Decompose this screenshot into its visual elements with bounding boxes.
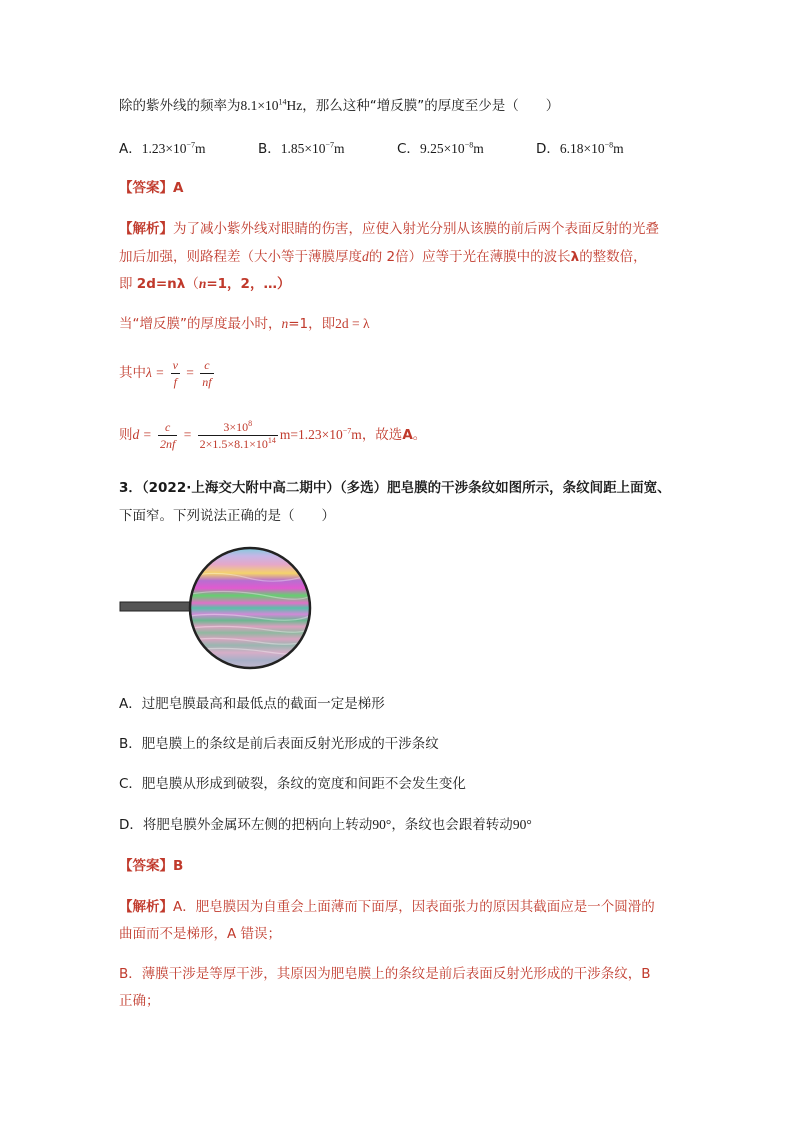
q3-option-d: D．将肥皂膜外金属环左侧的把柄向上转动90°，条纹也会跟着转动90° — [119, 817, 532, 833]
question-3-line-2: 下面窄。下列说法正确的是（ ） — [119, 508, 335, 524]
analysis-line-2: 加后加强，则路程差（大小等于薄膜厚度d的 2倍）应等于光在薄膜中的波长λ的整数倍， — [119, 249, 647, 265]
option-b: B．$1.85\times 10^{-7}m$ — [258, 140, 345, 157]
q3-option-b: B．肥皂膜上的条纹是前后表面反射光形成的干涉条纹 — [119, 736, 439, 752]
answer-q2: 【答案】A — [119, 180, 184, 196]
question-stem-tail: 除的紫外线的频率为$8.1\times 10^{14}Hz$，那么这种“增反膜”的厚度至少是（ ） — [119, 97, 560, 114]
option-d: D．$6.18\times 10^{-8}m$ — [536, 140, 624, 157]
question-3-line-1: 3．（2022·上海交大附中高二期中）（多选）肥皂膜的干涉条纹如图所示，条纹间距上面宽、 — [119, 480, 671, 496]
option-c: C．$9.25\times 10^{-8}m$ — [397, 140, 484, 157]
q3-analysis-line-1: 【解析】A．肥皂膜因为自重会上面薄而下面厚，因表面张力的原因其截面应是一个圆滑的 — [119, 899, 655, 915]
q3-option-c: C．肥皂膜从形成到破裂，条纹的宽度和间距不会发生变化 — [119, 776, 466, 792]
q3-analysis-line-2: 曲面而不是梯形，A 错误； — [119, 926, 282, 942]
handle — [120, 602, 192, 611]
analysis-line-3: 即 2d=nλ（n=1，2，…） — [119, 276, 291, 292]
analysis-line-1: 【解析】为了减小紫外线对眼睛的伤害，应使入射光分别从该膜的前后两个表面反射的光叠 — [119, 221, 659, 237]
analysis-line-4: 当“增反膜”的厚度最小时，n=1，即2d = λ — [119, 316, 370, 332]
q3-option-a: A．过肥皂膜最高和最低点的截面一定是梯形 — [119, 696, 385, 712]
answer-q3: 【答案】B — [119, 858, 184, 874]
q3-analysis-line-4: 正确； — [119, 993, 160, 1009]
analysis-line-6: 则d = $\frac{c}{2nf}$ = $\frac{3\times 10^8}{2\times 1.5\times 8.1\times 10^{14}}$ $m=1.23\times 10^{-7}m$，故选A。 — [119, 418, 427, 451]
soap-film-figure — [118, 546, 318, 670]
option-a: A．$1.23\times 10^{-7}m$ — [119, 140, 206, 157]
q3-analysis-line-3: B．薄膜干涉是等厚干涉，其原因为肥皂膜上的条纹是前后表面反射光形成的干涉条纹，B — [119, 966, 651, 982]
analysis-line-5: 其中λ = $\frac{v}{f}$ = $\frac{c}{nf}$ — [119, 357, 212, 389]
